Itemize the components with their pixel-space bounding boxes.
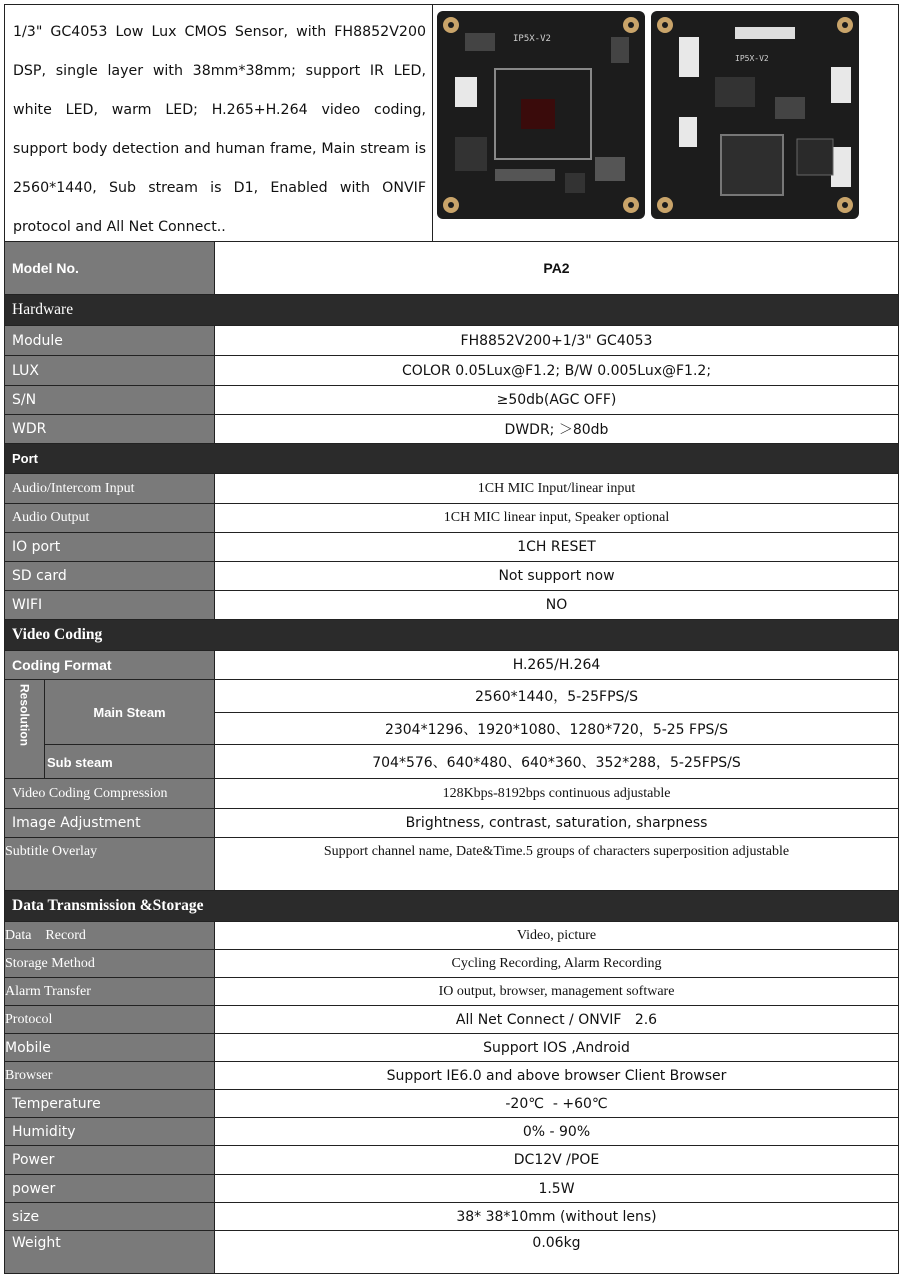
spec-row-temperature	[5, 1089, 898, 1117]
spec-label: SD card	[5, 562, 215, 590]
spec-value: Cycling Recording, Alarm Recording	[451, 955, 662, 971]
section-video-coding: Video Coding	[5, 619, 898, 650]
spec-label: S/N	[5, 386, 215, 414]
model-row	[5, 241, 898, 294]
spec-value: 1.5W	[538, 1180, 575, 1197]
spec-label: WIFI	[5, 591, 215, 619]
spec-value: 128Kbps-8192bps continuous adjustable	[442, 785, 671, 801]
spec-value: ≥50db(AGC OFF)	[496, 392, 617, 408]
spec-row-alarm-transfer	[5, 977, 898, 1005]
sub-steam-value: 704*576、640*480、640*360、352*288，5-25FPS/S	[215, 744, 898, 779]
spec-label: Alarm Transfer	[5, 978, 215, 1005]
spec-row-protocol	[5, 1005, 898, 1033]
spec-value: DC12V /POE	[513, 1152, 600, 1168]
spec-row-size	[5, 1202, 898, 1230]
spec-row-wifi	[5, 590, 898, 619]
spec-value: Not support now	[498, 568, 615, 584]
spec-row-image-adjustment	[5, 808, 898, 837]
spec-value: -20℃ - +60℃	[505, 1095, 608, 1112]
spec-label: Coding Format	[5, 651, 215, 679]
spec-label: Temperature	[5, 1090, 215, 1117]
spec-row-io-port	[5, 532, 898, 561]
spec-row-browser	[5, 1061, 898, 1089]
spec-row-lux	[5, 355, 898, 385]
spec-label: Power	[5, 1146, 215, 1174]
resolution-label: Resolution	[17, 684, 32, 746]
sub-steam-label: Sub steam	[45, 744, 215, 779]
spec-row-storage-method	[5, 949, 898, 977]
spec-value: 0.06kg	[532, 1235, 581, 1251]
board-label-right: IP5X-V2	[735, 54, 769, 63]
intro-description: 1/3" GC4053 Low Lux CMOS Sensor, with FH8852V200 DSP, single layer with 38mm*38mm; support IR LED, white LED, warm LED; H.265+H.264 video coding, support body detection and human frame, Main stream is 2560*1440, Sub stream is D1, Enabled with ONVIF protocol and All Net Connect..	[13, 24, 426, 235]
spec-row-weight	[5, 1230, 898, 1273]
spec-row-audio-input	[5, 473, 898, 503]
spec-value: IO output, browser, management software	[438, 983, 675, 999]
spec-row-power-supply	[5, 1145, 898, 1174]
board-photo	[435, 7, 898, 239]
spec-value: H.265/H.264	[512, 657, 601, 673]
spec-label: Weight	[5, 1231, 215, 1273]
spec-sheet	[4, 4, 899, 1274]
resolution-label-cell	[5, 680, 45, 778]
spec-row-compression	[5, 778, 898, 808]
spec-label: power	[5, 1175, 215, 1202]
spec-value: 38* 38*10mm (without lens)	[456, 1208, 657, 1225]
section-port: Port	[5, 443, 898, 473]
spec-label: Audio Output	[5, 504, 215, 532]
spec-row-mobile	[5, 1033, 898, 1061]
spec-label: Data Record	[5, 922, 215, 949]
intro-cell	[5, 5, 433, 241]
spec-value: 0% - 90%	[522, 1123, 591, 1140]
spec-value: 1CH MIC Input/linear input	[477, 480, 636, 496]
main-steam-value-2: 2304*1296、1920*1080、1280*720，5-25 FPS/S	[215, 712, 898, 744]
spec-label: Protocol	[5, 1006, 215, 1033]
spec-row-audio-output	[5, 503, 898, 532]
section-data-storage: Data Transmission &Storage	[5, 890, 898, 921]
board-label-left: IP5X-V2	[513, 34, 551, 44]
spec-label: Video Coding Compression	[5, 779, 215, 808]
spec-value: NO	[545, 597, 568, 613]
pcb-board-image	[435, 7, 898, 239]
main-steam-value-1: 2560*1440，5-25FPS/S	[474, 689, 639, 705]
spec-label: Browser	[5, 1062, 215, 1089]
spec-row-power-consumption	[5, 1174, 898, 1202]
spec-value: Support channel name, Date&Time.5 groups of characters superposition adjustable	[323, 844, 790, 859]
spec-row-data-record	[5, 921, 898, 949]
spec-label: size	[5, 1203, 215, 1230]
spec-label: Mobile	[5, 1034, 215, 1061]
spec-value: All Net Connect / ONVIF 2.6	[455, 1011, 658, 1028]
model-value: PA2	[543, 260, 570, 276]
spec-value: 1CH RESET	[517, 539, 596, 555]
section-hardware: Hardware	[5, 294, 898, 325]
spec-row-module	[5, 325, 898, 355]
spec-value: 1CH MIC linear input, Speaker optional	[443, 510, 670, 525]
spec-label: Audio/Intercom Input	[5, 474, 215, 503]
resolution-block	[5, 679, 898, 778]
spec-label: Storage Method	[5, 950, 215, 977]
spec-value: Brightness, contrast, saturation, sharpness	[405, 815, 708, 831]
spec-value: Support IE6.0 and above browser Client Browser	[386, 1067, 727, 1084]
spec-row-humidity	[5, 1117, 898, 1145]
spec-label: LUX	[5, 356, 215, 385]
spec-label: Humidity	[5, 1118, 215, 1145]
spec-value: Video, picture	[516, 927, 597, 943]
spec-value: FH8852V200+1/3" GC4053	[460, 332, 653, 349]
spec-value: Support IOS ,Android	[483, 1039, 630, 1056]
spec-label: Subtitle Overlay	[5, 838, 215, 890]
spec-row-coding-format	[5, 650, 898, 679]
spec-row-subtitle-overlay	[5, 837, 898, 890]
spec-row-sd-card	[5, 561, 898, 590]
spec-value: COLOR 0.05Lux@F1.2; B/W 0.005Lux@F1.2;	[401, 362, 712, 379]
spec-label: IO port	[5, 533, 215, 561]
spec-row-sn	[5, 385, 898, 414]
spec-label: Module	[5, 326, 215, 355]
spec-label: WDR	[5, 415, 215, 443]
main-steam-label: Main Steam	[45, 680, 215, 744]
spec-row-wdr	[5, 414, 898, 443]
spec-value: DWDR; ＞80db	[504, 422, 609, 438]
spec-label: Image Adjustment	[5, 809, 215, 837]
model-label: Model No.	[5, 242, 215, 294]
